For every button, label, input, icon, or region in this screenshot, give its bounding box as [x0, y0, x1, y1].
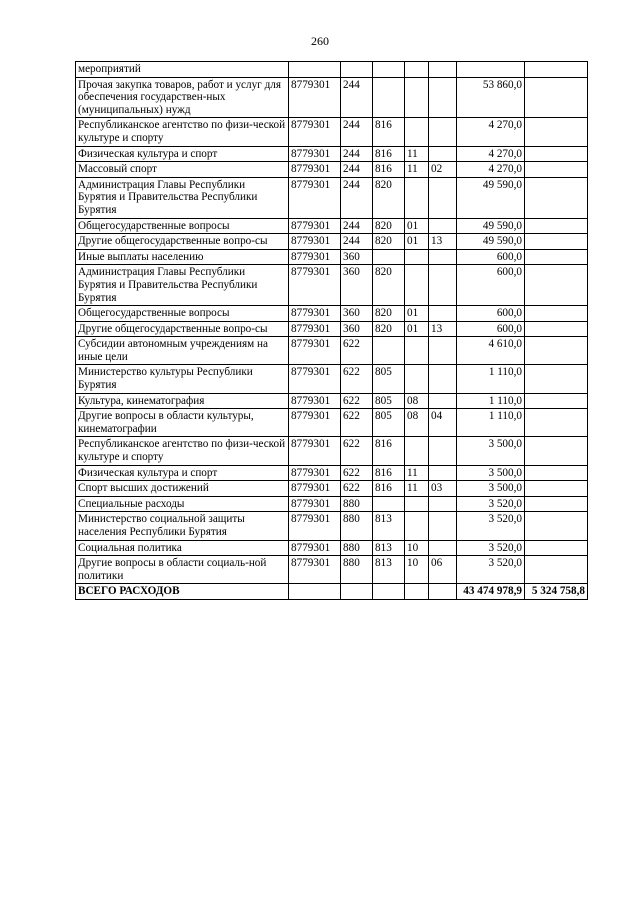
expense-type: 360	[341, 249, 373, 265]
ministry-code	[373, 496, 405, 512]
section-code	[405, 337, 429, 365]
section-code: 08	[405, 409, 429, 437]
expense-type: 244	[341, 162, 373, 178]
amount-1: 600,0	[457, 265, 525, 306]
row-name: Министерство культуры Республики Бурятия	[76, 365, 289, 393]
amount-2	[525, 465, 588, 481]
amount-2	[525, 409, 588, 437]
ministry-code: 816	[373, 118, 405, 146]
section-code	[405, 77, 429, 118]
row-name: Общегосударственные вопросы	[76, 306, 289, 322]
target-code: 8779301	[289, 234, 341, 250]
row-name: Администрация Главы Республики Бурятия и Правительства Республики Бурятия	[76, 177, 289, 218]
row-name: Министерство социальной защиты населения Республики Бурятия	[76, 512, 289, 540]
section-code: 11	[405, 481, 429, 497]
expense-type: 360	[341, 265, 373, 306]
subsection-code	[429, 77, 457, 118]
amount-2	[525, 306, 588, 322]
amount-2	[525, 162, 588, 178]
ministry-code: 813	[373, 556, 405, 584]
table-row	[76, 306, 588, 322]
amount-1: 49 590,0	[457, 218, 525, 234]
section-code: 08	[405, 393, 429, 409]
amount-1: 3 500,0	[457, 437, 525, 465]
expense-type: 622	[341, 365, 373, 393]
row-name: Республиканское агентство по физи-ческой культуре и спорту	[76, 437, 289, 465]
row-name: Администрация Главы Республики Бурятия и Правительства Республики Бурятия	[76, 265, 289, 306]
table-row	[76, 481, 588, 497]
table-row	[76, 465, 588, 481]
row-name: Специальные расходы	[76, 496, 289, 512]
target-code: 8779301	[289, 540, 341, 556]
subsection-code	[429, 512, 457, 540]
total-row	[76, 584, 588, 600]
amount-2	[525, 365, 588, 393]
subsection-code	[429, 365, 457, 393]
subsection-code: 06	[429, 556, 457, 584]
amount-2	[525, 437, 588, 465]
amount-2	[525, 496, 588, 512]
table-row	[76, 177, 588, 218]
amount-1: 3 520,0	[457, 496, 525, 512]
subsection-code	[429, 393, 457, 409]
table-row	[76, 365, 588, 393]
amount-2	[525, 177, 588, 218]
subsection-code: 13	[429, 321, 457, 337]
table-row	[76, 249, 588, 265]
target-code: 8779301	[289, 465, 341, 481]
expense-type: 622	[341, 409, 373, 437]
section-code: 11	[405, 162, 429, 178]
amount-2	[525, 234, 588, 250]
ministry-code: 820	[373, 265, 405, 306]
section-code: 01	[405, 234, 429, 250]
target-code: 8779301	[289, 321, 341, 337]
expense-type	[341, 62, 373, 78]
section-code	[405, 365, 429, 393]
subsection-code: 13	[429, 234, 457, 250]
amount-1: 600,0	[457, 306, 525, 322]
subsection-code	[429, 437, 457, 465]
amount-1: 1 110,0	[457, 393, 525, 409]
target-code: 8779301	[289, 177, 341, 218]
table-row	[76, 146, 588, 162]
table-row	[76, 62, 588, 78]
target-code: 8779301	[289, 365, 341, 393]
expense-type: 622	[341, 481, 373, 497]
row-name: Субсидии автономным учреждениям на иные цели	[76, 337, 289, 365]
amount-1: 3 500,0	[457, 481, 525, 497]
target-code: 8779301	[289, 218, 341, 234]
ministry-code: 820	[373, 218, 405, 234]
total-amount-1: 43 474 978,9	[457, 584, 525, 600]
target-code: 8779301	[289, 481, 341, 497]
ministry-code	[373, 337, 405, 365]
table-row	[76, 265, 588, 306]
row-name: Другие общегосударственные вопро-сы	[76, 234, 289, 250]
subsection-code	[429, 306, 457, 322]
subsection-code	[429, 465, 457, 481]
ministry-code	[373, 62, 405, 78]
amount-2	[525, 512, 588, 540]
ministry-code: 820	[373, 177, 405, 218]
table-row	[76, 437, 588, 465]
row-name: Социальная политика	[76, 540, 289, 556]
amount-2	[525, 62, 588, 78]
table-row	[76, 118, 588, 146]
ministry-code: 816	[373, 481, 405, 497]
target-code: 8779301	[289, 118, 341, 146]
row-name: Другие вопросы в области культуры, кинематографии	[76, 409, 289, 437]
subsection-code: 02	[429, 162, 457, 178]
section-code: 11	[405, 465, 429, 481]
row-name: Иные выплаты населению	[76, 249, 289, 265]
subsection-code	[429, 540, 457, 556]
amount-2	[525, 249, 588, 265]
ministry-code: 805	[373, 393, 405, 409]
amount-2	[525, 556, 588, 584]
ministry-code	[373, 77, 405, 118]
amount-2	[525, 218, 588, 234]
total-label: ВСЕГО РАСХОДОВ	[76, 584, 289, 600]
target-code: 8779301	[289, 249, 341, 265]
ministry-code: 816	[373, 437, 405, 465]
target-code: 8779301	[289, 496, 341, 512]
ministry-code: 816	[373, 162, 405, 178]
ministry-code	[373, 249, 405, 265]
page-number: 260	[311, 34, 329, 48]
row-name: Прочая закупка товаров, работ и услуг для обеспечения государствен-ных (муниципальных) нужд	[76, 77, 289, 118]
section-code: 01	[405, 218, 429, 234]
ministry-code: 820	[373, 306, 405, 322]
row-name: Культура, кинематография	[76, 393, 289, 409]
section-code: 01	[405, 306, 429, 322]
target-code	[289, 62, 341, 78]
subsection-code	[429, 177, 457, 218]
amount-2	[525, 337, 588, 365]
amount-1: 1 110,0	[457, 409, 525, 437]
amount-1: 4 270,0	[457, 162, 525, 178]
section-code: 01	[405, 321, 429, 337]
table-row	[76, 512, 588, 540]
subsection-code	[429, 118, 457, 146]
amount-1: 3 520,0	[457, 540, 525, 556]
expense-type: 244	[341, 234, 373, 250]
ministry-code: 820	[373, 234, 405, 250]
amount-2	[525, 481, 588, 497]
expense-type: 244	[341, 146, 373, 162]
table-row	[76, 162, 588, 178]
section-code: 10	[405, 540, 429, 556]
subsection-code: 03	[429, 481, 457, 497]
target-code: 8779301	[289, 437, 341, 465]
expense-type: 880	[341, 512, 373, 540]
ministry-code: 820	[373, 321, 405, 337]
ministry-code: 813	[373, 540, 405, 556]
subsection-code	[429, 496, 457, 512]
expense-type: 880	[341, 540, 373, 556]
section-code	[405, 512, 429, 540]
row-name: мероприятий	[76, 62, 289, 78]
table-row	[76, 218, 588, 234]
amount-2	[525, 77, 588, 118]
target-code: 8779301	[289, 162, 341, 178]
section-code: 10	[405, 556, 429, 584]
amount-1: 600,0	[457, 249, 525, 265]
amount-1: 600,0	[457, 321, 525, 337]
expense-type: 244	[341, 177, 373, 218]
ministry-code: 813	[373, 512, 405, 540]
table-row	[76, 540, 588, 556]
row-name: Физическая культура и спорт	[76, 465, 289, 481]
expense-type: 360	[341, 321, 373, 337]
expense-type: 244	[341, 118, 373, 146]
table-row	[76, 496, 588, 512]
target-code: 8779301	[289, 556, 341, 584]
subsection-code	[429, 218, 457, 234]
table-row	[76, 234, 588, 250]
amount-1: 49 590,0	[457, 177, 525, 218]
expense-type: 622	[341, 337, 373, 365]
amount-1	[457, 62, 525, 78]
table-row	[76, 393, 588, 409]
ministry-code: 816	[373, 146, 405, 162]
amount-1: 3 500,0	[457, 465, 525, 481]
amount-2	[525, 146, 588, 162]
amount-2	[525, 540, 588, 556]
amount-1: 4 270,0	[457, 146, 525, 162]
section-code	[405, 249, 429, 265]
ministry-code: 805	[373, 409, 405, 437]
amount-1: 49 590,0	[457, 234, 525, 250]
amount-2	[525, 118, 588, 146]
table-row	[76, 409, 588, 437]
section-code	[405, 118, 429, 146]
amount-1: 3 520,0	[457, 512, 525, 540]
subsection-code	[429, 62, 457, 78]
target-code: 8779301	[289, 337, 341, 365]
expense-type: 880	[341, 556, 373, 584]
target-code: 8779301	[289, 146, 341, 162]
amount-1: 53 860,0	[457, 77, 525, 118]
amount-2	[525, 321, 588, 337]
expense-type: 622	[341, 393, 373, 409]
table-row	[76, 77, 588, 118]
amount-1: 4 270,0	[457, 118, 525, 146]
section-code	[405, 62, 429, 78]
row-name: Массовый спорт	[76, 162, 289, 178]
expense-type: 244	[341, 77, 373, 118]
subsection-code	[429, 265, 457, 306]
table-row	[76, 321, 588, 337]
target-code: 8779301	[289, 306, 341, 322]
subsection-code: 04	[429, 409, 457, 437]
amount-2	[525, 265, 588, 306]
section-code	[405, 496, 429, 512]
budget-table	[75, 61, 588, 600]
amount-1: 4 610,0	[457, 337, 525, 365]
target-code: 8779301	[289, 393, 341, 409]
amount-1: 3 520,0	[457, 556, 525, 584]
amount-1: 1 110,0	[457, 365, 525, 393]
table-row	[76, 337, 588, 365]
row-name: Республиканское агентство по физи-ческой культуре и спорту	[76, 118, 289, 146]
expense-type: 622	[341, 437, 373, 465]
target-code: 8779301	[289, 512, 341, 540]
section-code	[405, 265, 429, 306]
subsection-code	[429, 146, 457, 162]
ministry-code: 805	[373, 365, 405, 393]
section-code: 11	[405, 146, 429, 162]
expense-type: 622	[341, 465, 373, 481]
target-code: 8779301	[289, 265, 341, 306]
row-name: Общегосударственные вопросы	[76, 218, 289, 234]
expense-type: 880	[341, 496, 373, 512]
total-amount-2: 5 324 758,8	[525, 584, 588, 600]
target-code: 8779301	[289, 409, 341, 437]
subsection-code	[429, 249, 457, 265]
section-code	[405, 437, 429, 465]
amount-2	[525, 393, 588, 409]
table-body	[76, 62, 588, 584]
expense-type: 244	[341, 218, 373, 234]
table-row	[76, 556, 588, 584]
row-name: Физическая культура и спорт	[76, 146, 289, 162]
row-name: Другие вопросы в области социаль-ной политики	[76, 556, 289, 584]
section-code	[405, 177, 429, 218]
ministry-code: 816	[373, 465, 405, 481]
row-name: Другие общегосударственные вопро-сы	[76, 321, 289, 337]
subsection-code	[429, 337, 457, 365]
expense-type: 360	[341, 306, 373, 322]
target-code: 8779301	[289, 77, 341, 118]
row-name: Спорт высших достижений	[76, 481, 289, 497]
